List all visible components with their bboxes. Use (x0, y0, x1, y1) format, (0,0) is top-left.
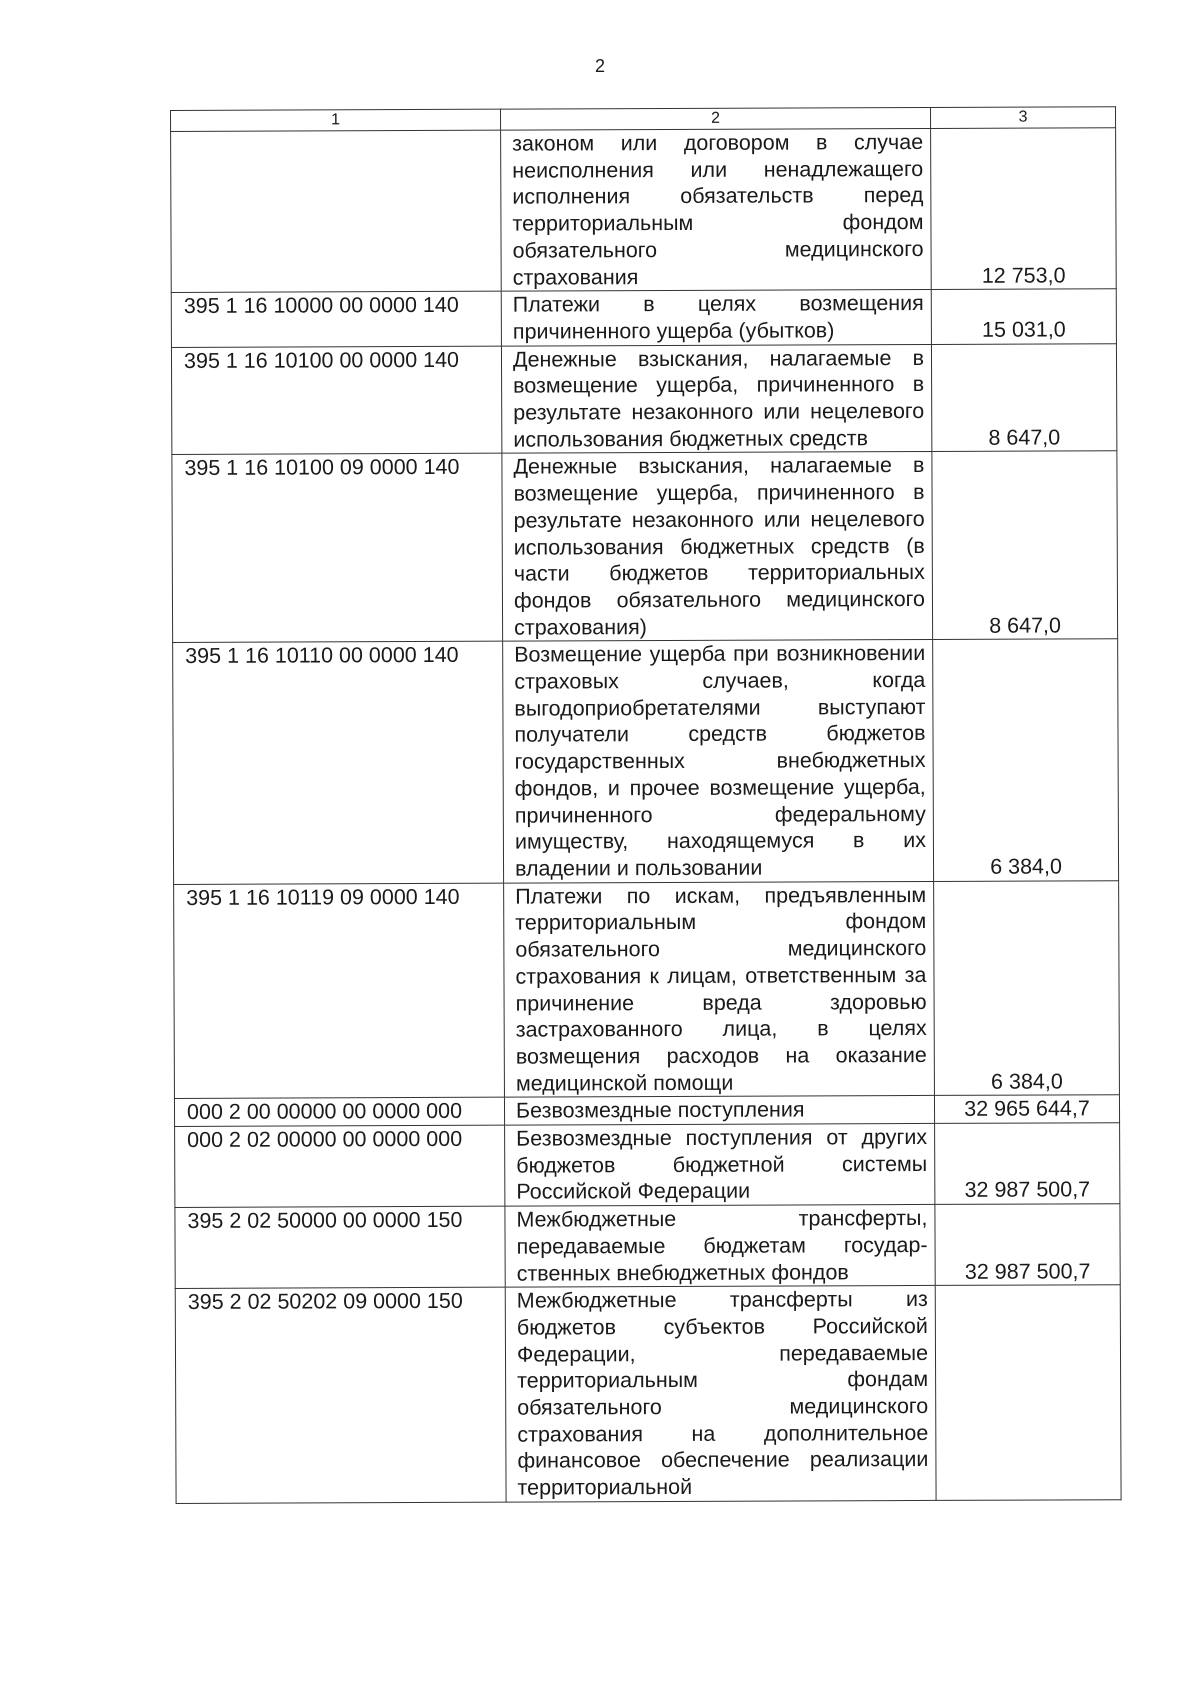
revenue-name-cell: Возмещение ущерба при возникновении страховых случаев, когда выгодоприобретателями выступают получатели средств бюджетов государственных внебюджетных фондов, и прочее возмещение ущерба, причиненного федеральному имуществу, находящемуся в их владении и пользовании (503, 640, 934, 883)
table-row (175, 1123, 1120, 1208)
budget-code-cell: 395 2 02 50000 00 0000 150 (175, 1206, 505, 1288)
revenue-name-cell: Денежные взыскания, налагаемые в возмещение ущерба, причиненного в результате незаконного или нецелевого использования бюджетных средств (501, 344, 931, 454)
budget-code-cell: 395 1 16 10119 09 0000 140 (174, 883, 505, 1099)
table-body (171, 128, 1121, 1504)
revenue-name-cell: Межбюджетные трансферты из бюджетов субъектов Российской Федерации, передаваемые территориальным фондам обязательного медицинского страхования на дополнительное финансовое обеспечение реализации территориальной (505, 1286, 936, 1502)
revenue-name-cell: Платежи по искам, предъявленным территориальным фондом обязательного медицинского страхования к лицам, ответственным за причинение вреда здоровью застрахованного лица, в целях возмещения расходов на оказание медицинской помощи (504, 881, 935, 1097)
table-row (174, 880, 1120, 1098)
amount-cell: 6 384,0 (934, 880, 1120, 1095)
amount-cell: 8 647,0 (931, 343, 1116, 452)
revenue-name-cell: законом или договором в случае неисполнения или ненадлежащего исполнения обязательств перед территориальным фондом обязательного медицинского страхования (501, 128, 932, 291)
table-row (171, 128, 1117, 293)
budget-code-cell: 000 2 02 00000 00 0000 000 (175, 1125, 505, 1207)
budget-code-cell (171, 130, 502, 293)
table-row (174, 1095, 1119, 1126)
table-row (173, 639, 1119, 884)
revenue-name-cell: Платежи в целях возмещения причиненного ущерба (убытков) (501, 290, 931, 346)
page-number: 2 (594, 56, 605, 76)
budget-code-cell: 395 2 02 50202 09 0000 150 (175, 1287, 506, 1503)
budget-code-cell: 000 2 00 00000 00 0000 000 (174, 1097, 504, 1126)
budget-code-cell: 395 1 16 10000 00 0000 140 (171, 291, 501, 347)
table-row (175, 1285, 1121, 1503)
table-row (171, 289, 1116, 347)
amount-cell: 32 965 644,7 (934, 1095, 1119, 1123)
revenue-name-cell: Безвозмездные поступления (504, 1096, 934, 1125)
amount-cell: 6 384,0 (933, 639, 1119, 881)
budget-code-cell: 395 1 16 10100 09 0000 140 (172, 454, 503, 643)
budget-revenue-table (170, 106, 1122, 1504)
budget-code-cell: 395 1 16 10100 00 0000 140 (171, 346, 501, 455)
amount-cell: 12 753,0 (931, 128, 1117, 290)
column-header-sum: 3 (930, 107, 1115, 129)
amount-cell (935, 1285, 1121, 1500)
column-header-code: 1 (171, 109, 501, 131)
revenue-name-cell: Межбюджетные трансферты, передаваемые бюджетам государ-ственных внебюджетных фондов (505, 1205, 935, 1288)
amount-cell: 15 031,0 (931, 289, 1116, 344)
budget-code-cell: 395 1 16 10110 00 0000 140 (173, 642, 504, 885)
revenue-name-cell: Денежные взыскания, налагаемые в возмещение ущерба, причиненного в результате незаконного или нецелевого использования бюджетных средств (в части бюджетов территориальных фондов обязательного медицинского страхования) (502, 452, 933, 642)
table-row (172, 451, 1118, 643)
table-row (175, 1204, 1120, 1289)
revenue-name-cell: Безвозмездные поступления от других бюджетов бюджетной системы Российской Федерации (505, 1123, 935, 1206)
table-row (171, 343, 1116, 455)
amount-cell: 32 987 500,7 (935, 1204, 1120, 1286)
amount-cell: 32 987 500,7 (935, 1123, 1120, 1205)
amount-cell: 8 647,0 (932, 451, 1118, 640)
column-header-name: 2 (500, 107, 930, 130)
